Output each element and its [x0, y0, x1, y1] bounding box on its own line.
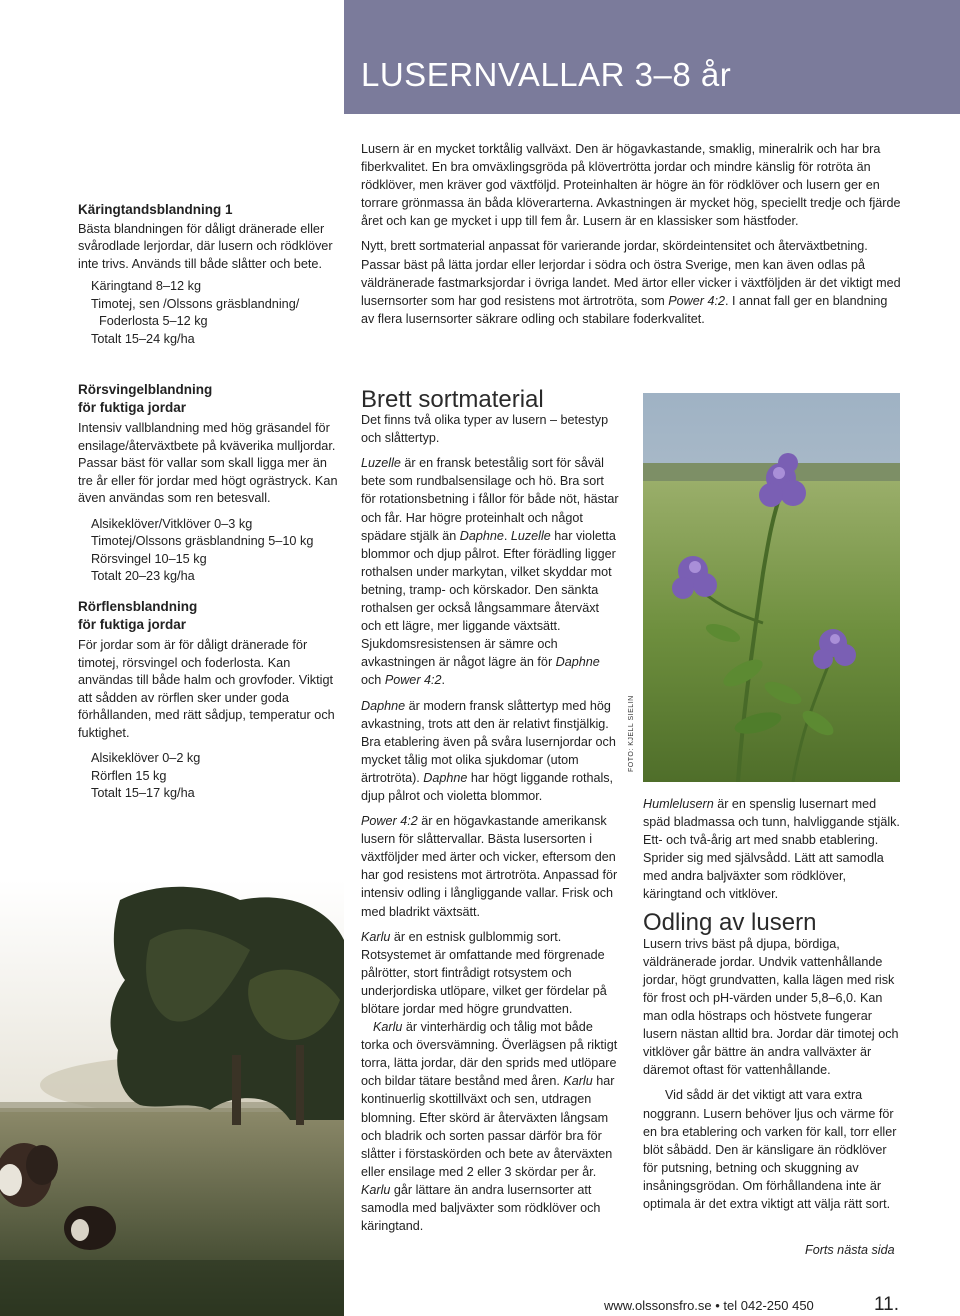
intro-paragraph-2: Nytt, brett sortmaterial anpassat för varierande jordar, skördeintensitet och återväxtbetning. Passar bäst på lätta jordar eller lerjordar i södra och östra Sverige, men kan även odlas på väldränerade fastmarksjordar i övriga landet. Med ärtor eller vicker i växtföljden är det viktigt med lusernsorter som har god resistens mot ärtrotröta, som Power 4:2. I annat fall ger en blandning av flera lusernsorter säkrare odling och stabilare foderkvalitet.	[361, 239, 901, 326]
page-number: 11.	[874, 1294, 900, 1315]
power-paragraph: Power 4:2 är en högavkastande amerikansk lusern för slåttervallar. Bästa lusersorten i växtföljder med ärter och vicker, eftersom den har god resistens mot ärtrotröta. Anpassad för intensiv odling i långliggande vallar. Frisk och med bladrikt växtsätt.	[361, 814, 618, 919]
odling-paragraph-1: Lusern trivs bäst på djupa, bördiga, väldränerade jordar. Undvik vattenhållande jordar, högt grundvatten, kalla lägen med risk för frost och pH-värden under 5,8–6,0. Kan man odla höstraps och höstvete fungerar lusern nästan alltid bra. Jordar där timotej och vitklöver går bättre än andra vallväxter är däremot oftast för vattenhållande.	[643, 936, 899, 1078]
recipe-line: Totalt 20–23 kg/ha	[91, 569, 195, 583]
mix-roerflen	[78, 598, 340, 803]
mix-roersvingel-recipe	[78, 516, 340, 586]
recipe-line: Timotej, sen /Olssons gräsblandning/	[91, 296, 300, 311]
mix-kaeringtand-heading: Käringtandsblandning 1	[78, 202, 233, 217]
recipe-line: Totalt 15–17 kg/ha	[91, 786, 195, 800]
luzelle-paragraph: Luzelle är en fransk betestålig sort för såväl bete som rundbalsensilage och hö. Bra sort för rotationsbetning i fållor för både nöt, hästar och får. Har högre proteinhalt och något spädare stjälk än Daphne. Luzelle har violetta blommor och djup pålrot. Efter förädling ligger rothalsen under markytan, vilket skyddar mot betning, tramp- och körskador. Den sänkta rothalsen ger också långsammare återväxt och ett lägre, mer liggande växtsätt. Sjukdomsresistensen är sämre och avkastningen är något lägre än för Daphne och Power 4:2.	[361, 456, 619, 688]
recipe-line: Timotej/Olssons gräsblandning 5–10 kg	[91, 534, 314, 548]
recipe-line: Alsikeklöver 0–2 kg	[91, 751, 201, 765]
brett-intro: Det finns två olika typer av lusern – betestyp och slåttertyp.	[361, 413, 609, 446]
mix-roerflen-heading-2: för fuktiga jordar	[78, 616, 187, 632]
page-title: LUSERNVALLAR 3–8 år	[361, 56, 732, 93]
right-column	[643, 795, 900, 1213]
mix-roerflen-recipe	[78, 750, 340, 803]
recipe-line: Totalt 15–24 kg/ha	[91, 331, 195, 346]
intro-text	[361, 140, 901, 328]
footer-contact: www.olssonsfro.se • tel 042-250 450	[604, 1298, 814, 1313]
odling-heading: Odling av lusern	[643, 908, 817, 936]
continued-note: Forts nästa sida	[805, 1243, 895, 1257]
humle-paragraph: Humlelusern är en spenslig lusernart med späd bladmassa och tunn, halvliggande stjälk. Ett- och två-årig art med snabb etablering. Sprider sig med självsådd. Lätt att samodla med andra baljväxter som rödklöver, käringtand och vitklöver.	[643, 797, 900, 902]
mix-roerflen-text: För jordar som är för dåligt dränerade för timotej, rörsvingel och foderlosta. Kan användas till både halm och grovfoder. Viktigt att sådden av rörflen sker under goda förhållanden, med rätt sådjup, temperatur och fuktighet.	[78, 638, 335, 740]
karlu-paragraph: Karlu är en estnisk gulblommig sort. Rotsystemet är omfattande med förgrenade pålrötter, stort fintrådigt rotsystem och underjordiska utlöpare, vilket ger fördelar på blötare jordar med högre grundvatten. Karlu är vinterhärdig och tålig mot både torka och översvämning. Överlägsen på riktigt torra, lätta jordar, där den sprids med utlöpare och bildar tätare bestånd med åren. Karlu har kontinuerlig skottillväxt och sen, utdragen blomning. Efter skörd är återväxten långsam och bladrik och sorten passar därför bra för slåtter i förstaskörden och bete av återväxten eller ensilage med 2 eller 3 skördar per år. Karlu går lättare än andra lusernsorter att samodla med baljväxter som rödklöver och käringtand.	[361, 929, 618, 1234]
alfalfa-photo	[643, 393, 900, 782]
mix-kaeringtand-recipe	[78, 278, 340, 348]
recipe-line: Rörflen 15 kg	[91, 768, 167, 783]
recipe-line: Rörsvingel 10–15 kg	[91, 551, 207, 566]
intro-paragraph-1: Lusern är en mycket torktålig vallväxt. Den är högavkastande, smaklig, mineralrik och har bra fiberkvalitet. En bra omväxlingsgröda på klövertrötta jordar och mindre känslig för rotröta än rödklöver, men kräver god växtföljd. Proteinhalten är högre än för rödklöver och lusern ger en torrare grönmassa än båda klöverarterna. Avkastningen är mycket hög, speciellt tredje och fjärde året och kan ge mycket i upp till fem år. Lusern är en klassisker som hästfoder.	[361, 142, 901, 229]
mix-kaeringtand	[78, 201, 340, 348]
mix-roersvingel	[78, 381, 340, 586]
recipe-line: Foderlosta 5–12 kg	[99, 314, 208, 328]
photo-credit: FOTO: KJELL SIELIN	[628, 695, 635, 772]
daphne-paragraph: Daphne är modern fransk slåttertyp med hög avkastning, trots att den är relativt finstjälkig. Bra etablering även på svåra lusernjordar och mycket tålig mot olika sjukdomar (utom ärtrotröta). Daphne har högt liggande rothals, djup pålrot och violetta blommor.	[361, 698, 616, 803]
mix-roersvingel-text: Intensiv vallblandning med hög gräsandel för ensilage/återväxtbete på kväverika mulljordar. Passar bäst för vallar som skall ligga mer än tre år eller för jordar med högt ogrästryck. Kan även användas som ren betesvall.	[78, 421, 338, 505]
mix-roersvingel-heading-1: Rörsvingelblandning	[78, 382, 213, 397]
brett-heading: Brett sortmaterial	[361, 386, 544, 413]
brett-section	[361, 386, 619, 1235]
mix-roerflen-heading-1: Rörflensblandning	[78, 599, 198, 614]
odling-paragraph-2: Vid sådd är det viktigt att vara extra noggrann. Lusern behöver ljus och värme för en bra etablering och varken för kall, torr eller blöt såbädd. Den är känsligare än rödklöver för putsning, betning och skuggning av insåningsgrödan. Om förhållandena inte är optimala är det extra viktigt att välja rätt sort.	[643, 1088, 897, 1211]
mix-roersvingel-heading-2: för fuktiga jordar	[78, 399, 187, 415]
pasture-photo	[0, 880, 344, 1316]
mix-kaeringtand-text: Bästa blandningen för dåligt dränerade eller svårodlade lerjordar, där lusern och rödklöver inte trivs. Används till både slåtter och bete.	[78, 221, 333, 271]
recipe-line: Alsikeklöver/Vitklöver 0–3 kg	[91, 516, 253, 531]
recipe-line: Käringtand 8–12 kg	[91, 279, 202, 293]
